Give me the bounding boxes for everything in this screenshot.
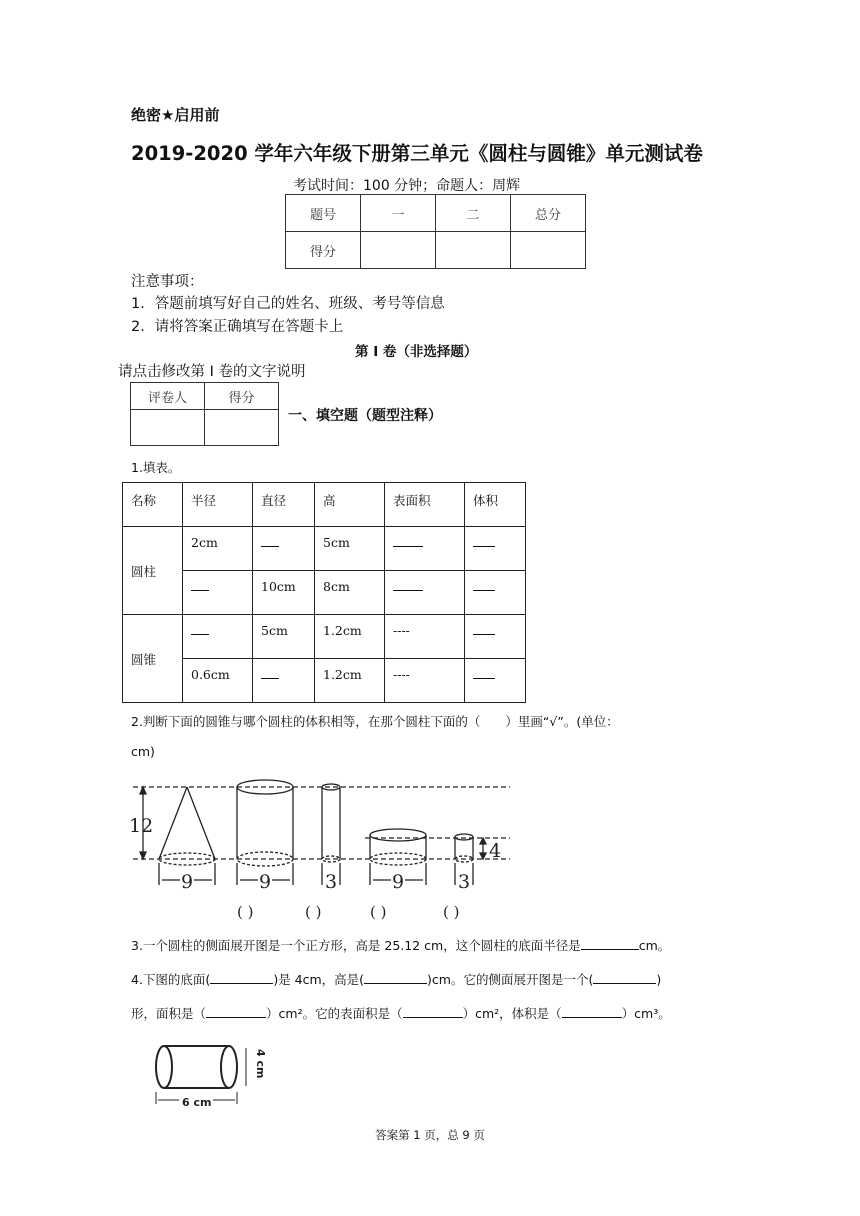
section-title: 第 I 卷（非选择题）	[355, 344, 478, 360]
q2-width-label: 9	[259, 871, 272, 893]
q1-header: 表面积	[385, 483, 465, 527]
q4-blank[interactable]	[562, 1017, 622, 1018]
score-header-cell: 总分	[511, 195, 586, 232]
q1-blank[interactable]	[253, 659, 315, 703]
q1-header: 名称	[123, 483, 183, 527]
q2-width-label: 9	[181, 871, 194, 893]
confidential-label: 绝密★启用前	[131, 106, 220, 124]
q4-text: 形，面积是（	[131, 1006, 207, 1021]
q1-blank[interactable]	[253, 527, 315, 571]
q2-answer-paren[interactable]: ( )	[237, 903, 254, 921]
q4-width-label: 6 cm	[182, 1096, 212, 1109]
q1-cell: ----	[385, 659, 465, 703]
q3-unit: cm。	[638, 938, 671, 953]
score-table	[285, 194, 586, 269]
page-footer: 答案第 1 页，总 9 页	[375, 1128, 485, 1142]
score-cell[interactable]	[361, 232, 436, 269]
q4-blank[interactable]	[210, 983, 273, 984]
q1-cell: 0.6cm	[183, 659, 253, 703]
q1-blank[interactable]	[465, 527, 526, 571]
q4-text: )是 4cm，高是(	[273, 972, 365, 987]
q1-header: 直径	[253, 483, 315, 527]
score-header-cell: 一	[361, 195, 436, 232]
q1-blank[interactable]	[465, 659, 526, 703]
q1-cell: 1.2cm	[315, 615, 385, 659]
q1-cell: 10cm	[253, 571, 315, 615]
exam-info: 考试时间：100 分钟；命题人：周辉	[293, 178, 521, 194]
q1-header: 体积	[465, 483, 526, 527]
q4-height-label: 4 cm	[254, 1049, 267, 1079]
q1-cell: 5cm	[253, 615, 315, 659]
q2-height-label: 12	[129, 815, 154, 837]
q2-width-label: 9	[392, 871, 405, 893]
grader-header-cell: 评卷人	[131, 383, 205, 410]
q1-cylinder-label: 圆柱	[123, 527, 183, 615]
section-instruction[interactable]: 请点击修改第 I 卷的文字说明	[118, 364, 306, 380]
score-header-cell: 题号	[286, 195, 361, 232]
score-cell[interactable]	[511, 232, 586, 269]
q4-blank[interactable]	[364, 983, 427, 984]
q4-text: ）cm²，体积是（	[462, 1006, 562, 1021]
q4-line2	[131, 1004, 671, 1022]
q1-blank[interactable]	[465, 571, 526, 615]
score-row-label: 得分	[286, 232, 361, 269]
q1-table	[122, 482, 526, 703]
q1-blank[interactable]	[183, 571, 253, 615]
q1-blank[interactable]	[385, 527, 465, 571]
q1-cell: ----	[385, 615, 465, 659]
q1-blank[interactable]	[385, 571, 465, 615]
q2-answer-paren[interactable]: ( )	[305, 903, 322, 921]
grader-cell[interactable]	[205, 410, 279, 446]
score-cell[interactable]	[436, 232, 511, 269]
q4-text: ）cm³。	[621, 1006, 671, 1021]
q3-text	[131, 936, 670, 954]
q1-cell: 1.2cm	[315, 659, 385, 703]
notes-item: 1．答题前填写好自己的姓名、班级、考号等信息	[131, 296, 445, 312]
q4-line1	[131, 970, 661, 988]
q4-text: ）cm²。它的表面积是（	[266, 1006, 403, 1021]
q4-text: 4.下图的底面(	[131, 972, 211, 987]
q2-figure	[125, 775, 520, 925]
q4-blank[interactable]	[593, 983, 656, 984]
q2-text-line1: 2.判断下面的圆锥与哪个圆柱的体积相等，在那个圆柱下面的（ ）里画“√”。(单位：	[131, 714, 619, 729]
q4-text: )cm。它的侧面展开图是一个(	[427, 972, 594, 987]
q4-blank[interactable]	[206, 1017, 266, 1018]
q1-cone-label: 圆锥	[123, 615, 183, 703]
score-header-cell: 二	[436, 195, 511, 232]
q1-header: 高	[315, 483, 385, 527]
q1-blank[interactable]	[465, 615, 526, 659]
q2-text-line2: cm)	[131, 744, 155, 759]
notes-heading: 注意事项：	[131, 274, 204, 290]
grader-cell[interactable]	[131, 410, 205, 446]
q2-answer-paren[interactable]: ( )	[370, 903, 387, 921]
q4-blank[interactable]	[403, 1017, 463, 1018]
q1-cell: 8cm	[315, 571, 385, 615]
grader-table	[130, 382, 279, 446]
q2-height-label: 4	[489, 840, 502, 862]
notes-item: 2．请将答案正确填写在答题卡上	[131, 319, 344, 335]
grader-header-cell: 得分	[205, 383, 279, 410]
q3-prompt: 3.一个圆柱的侧面展开图是一个正方形，高是 25.12 cm，这个圆柱的底面半径是	[131, 938, 581, 953]
q2-width-label: 3	[458, 871, 471, 893]
q3-blank[interactable]	[581, 949, 639, 950]
q4-text: )	[656, 972, 662, 987]
q4-figure	[145, 1036, 275, 1116]
q1-cell: 5cm	[315, 527, 385, 571]
part-title: 一、填空题（题型注释）	[288, 408, 442, 424]
q1-prompt: 1.填表。	[131, 460, 181, 475]
q2-width-label: 3	[325, 871, 338, 893]
page-title: 2019-2020 学年六年级下册第三单元《圆柱与圆锥》单元测试卷	[131, 142, 703, 165]
q2-answer-paren[interactable]: ( )	[443, 903, 460, 921]
q1-header: 半径	[183, 483, 253, 527]
q1-cell: 2cm	[183, 527, 253, 571]
q1-blank[interactable]	[183, 615, 253, 659]
